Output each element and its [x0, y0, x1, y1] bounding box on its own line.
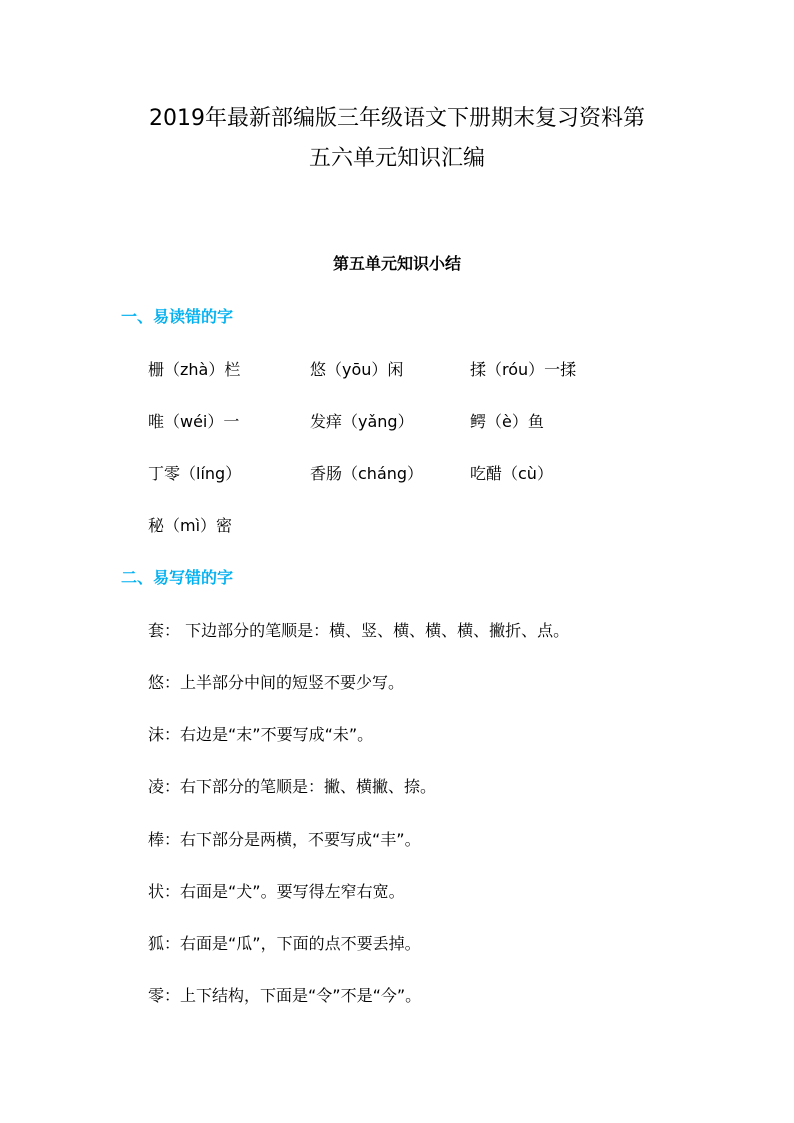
section-heading-misread-chars: 一、易读错的字 — [121, 307, 234, 326]
section-heading-miswritten-chars: 二、易写错的字 — [121, 568, 234, 587]
writing-rule: 狐：右面是“瓜”，下面的点不要丢掉。 — [148, 934, 421, 953]
vocab-item: 栅（zhà）栏 — [148, 360, 241, 379]
document-title-line-2: 五六单元知识汇编 — [308, 146, 485, 171]
writing-rule: 套： 下边部分的笔顺是：横、竖、横、横、横、撇折、点。 — [148, 621, 570, 640]
writing-rule: 棒：右下部分是两横，不要写成“丰”。 — [148, 830, 421, 849]
writing-rule: 沫：右边是“末”不要写成“未”。 — [148, 725, 374, 744]
vocab-item: 揉（róu）一揉 — [470, 360, 577, 379]
vocab-item: 发痒（yǎng） — [310, 412, 414, 431]
vocab-item: 唯（wéi）一 — [148, 412, 240, 431]
vocab-item: 香肠（cháng） — [310, 464, 424, 483]
vocab-item: 吃醋（cù） — [470, 464, 553, 483]
vocab-item: 丁零（líng） — [148, 464, 242, 483]
writing-rule: 状：右面是“犬”。要写得左窄右宽。 — [148, 882, 405, 901]
writing-rule: 凌：右下部分的笔顺是：撇、横撇、捺。 — [148, 777, 437, 796]
document-title-line-1: 2019年最新部编版三年级语文下册期末复习资料第 — [149, 106, 645, 131]
writing-rule: 悠：上半部分中间的短竖不要少写。 — [148, 673, 405, 692]
vocab-item: 悠（yōu）闲 — [310, 360, 404, 379]
vocab-item: 鳄（è）鱼 — [470, 412, 544, 431]
writing-rule: 零：上下结构，下面是“令”不是“今”。 — [148, 986, 422, 1005]
unit-subtitle: 第五单元知识小结 — [332, 254, 461, 273]
vocab-item: 秘（mì）密 — [148, 516, 233, 535]
